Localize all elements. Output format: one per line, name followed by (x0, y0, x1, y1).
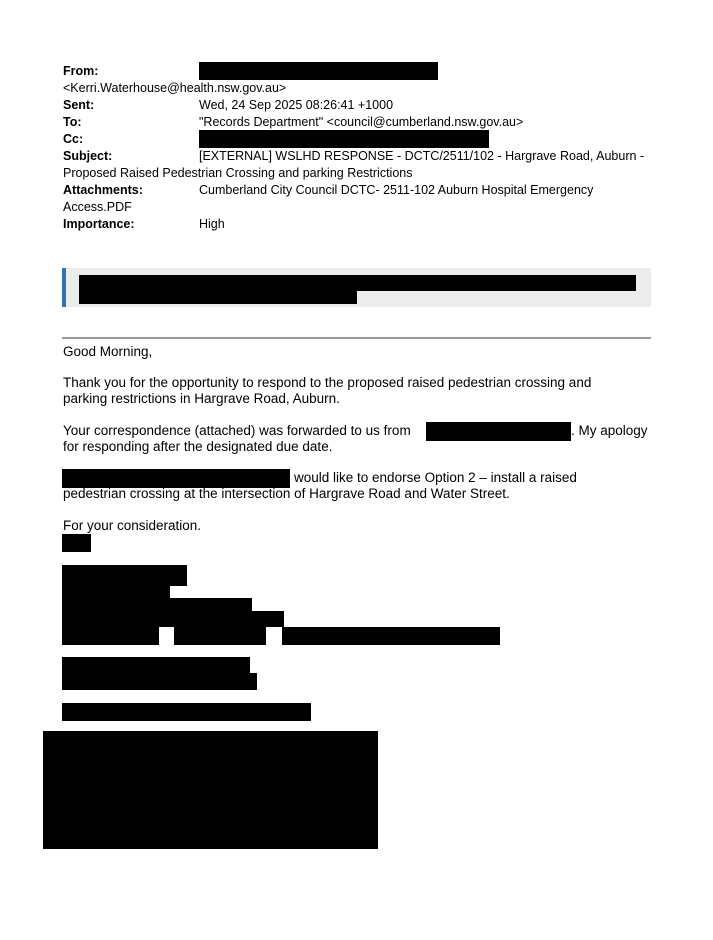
paragraph-1-line-1: Thank you for the opportunity to respond to the proposed raised pedestrian crossing and (63, 375, 592, 390)
redaction-signature-organisation (62, 611, 284, 627)
paragraph-3-line-2: pedestrian crossing at the intersection of Hargrave Road and Water Street. (63, 486, 510, 501)
from-email[interactable]: <Kerri.Waterhouse@health.nsw.gov.au> (63, 81, 287, 95)
paragraph-2-line-1-end: . My apology (571, 423, 648, 438)
redaction-address-line-2 (62, 673, 257, 690)
redaction-signature-title (62, 585, 170, 599)
to-value[interactable]: "Records Department" <council@cumberland.nsw.gov.au> (199, 115, 524, 129)
redaction-address-line-1 (62, 657, 250, 674)
paragraph-3-line-1: would like to endorse Option 2 – install a raised (294, 470, 577, 485)
redaction-contact-email (282, 627, 500, 645)
redaction-contact-mobile (174, 627, 266, 645)
paragraph-2-line-2: for responding after the designated due date. (63, 439, 333, 454)
sent-value: Wed, 24 Sep 2025 08:26:41 +1000 (199, 98, 394, 112)
sent-label: Sent: (63, 98, 95, 112)
closing: For your consideration. (63, 518, 202, 533)
redaction-contact-phone (62, 627, 159, 645)
redaction-from-name (199, 62, 438, 80)
from-label: From: (63, 64, 99, 78)
redaction-signature-name (62, 565, 187, 586)
greeting: Good Morning, (63, 344, 153, 359)
redaction-banner-line-2 (79, 290, 357, 304)
importance-value: High (199, 217, 225, 231)
divider (62, 337, 651, 339)
paragraph-1-line-2: parking restrictions in Hargrave Road, Auburn. (63, 391, 340, 406)
redaction-signature-initial (62, 534, 91, 552)
attachment-name-line-2[interactable]: Access.PDF (63, 200, 132, 214)
redaction-signature-department (62, 598, 252, 612)
subject-line-1: [EXTERNAL] WSLHD RESPONSE - DCTC/2511/102 - Hargrave Road, Auburn - (199, 149, 645, 163)
redaction-forwarder (426, 422, 571, 441)
subject-label: Subject: (63, 149, 113, 163)
subject-line-2: Proposed Raised Pedestrian Crossing and parking Restrictions (63, 166, 413, 180)
cc-label: Cc: (63, 132, 84, 146)
redaction-cc (199, 130, 489, 148)
redaction-banner-line-1 (79, 275, 636, 291)
attachments-label: Attachments: (63, 183, 143, 197)
redaction-logo-block (43, 731, 378, 849)
paragraph-2-line-1-start: Your correspondence (attached) was forwarded to us from (63, 423, 411, 438)
importance-label: Importance: (63, 217, 135, 231)
to-label: To: (63, 115, 82, 129)
redaction-website (62, 703, 311, 721)
attachment-name-line-1[interactable]: Cumberland City Council DCTC- 2511-102 Auburn Hospital Emergency (199, 183, 594, 197)
